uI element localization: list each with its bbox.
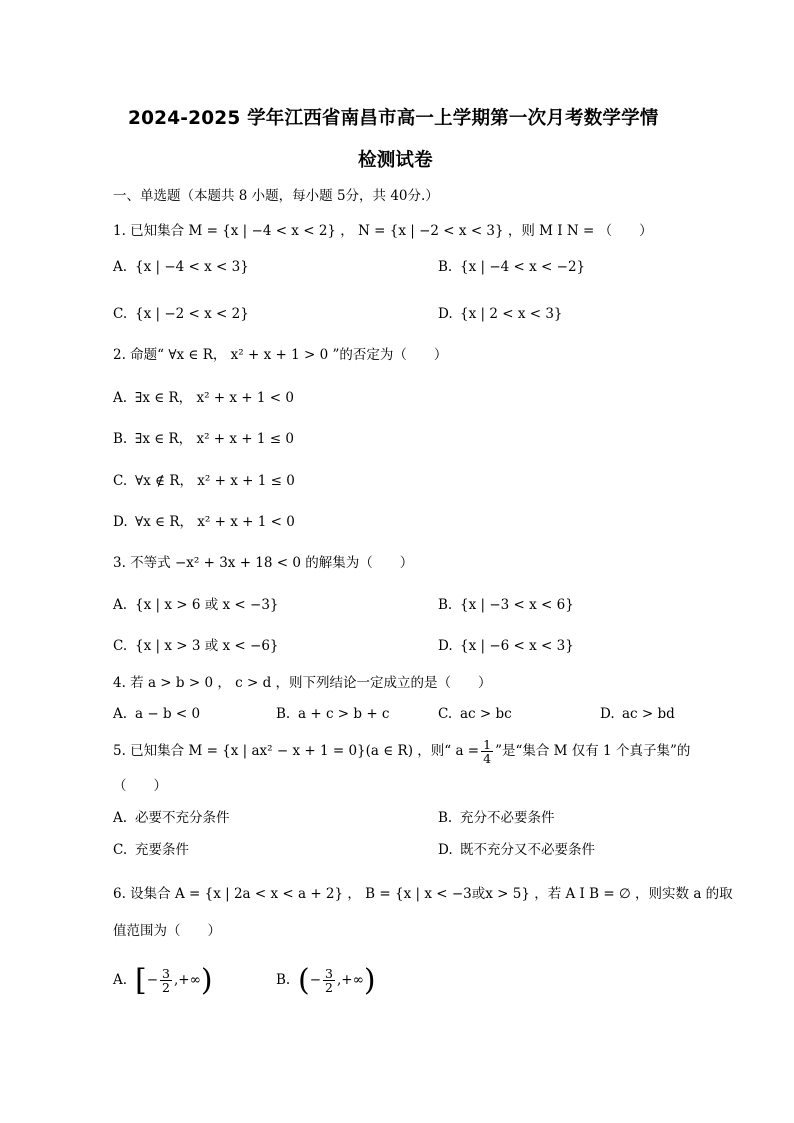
option-label: A.: [113, 259, 128, 275]
option-text: a + c > b + c: [298, 706, 390, 722]
question-1-option-b: [438, 258, 585, 276]
question-6-stem-line2: 值范围为（ ）: [113, 923, 221, 939]
interval-sign: −: [309, 972, 322, 988]
option-text: 必要不充分条件: [135, 810, 230, 826]
section-heading: 一、单选题（本题共 8 小题，每小题 5分，共 40分.）: [113, 188, 439, 204]
option-text: ∀x ∈ R， x² + x + 1 < 0: [135, 514, 295, 530]
question-3-option-a: [113, 596, 279, 614]
option-text: 充要条件: [135, 842, 189, 858]
stem-text: 5. 已知集合 M = {x | ax² − x + 1 = 0}(a ∈ R) ，则“ a =: [113, 743, 480, 759]
question-6-option-b: [276, 961, 376, 999]
option-text: {x | x > 6 或 x < −3}: [135, 597, 279, 613]
question-1-option-d: [438, 305, 563, 323]
option-text: 充分不必要条件: [460, 810, 555, 826]
question-5-stem: [113, 734, 690, 768]
interval-left-bracket: [: [135, 962, 147, 998]
interval-left-bracket: (: [298, 962, 310, 998]
fraction-numerator: 1: [483, 737, 492, 752]
option-text: ac > bc: [460, 706, 512, 722]
fraction-denominator: 2: [162, 980, 170, 995]
option-label: C.: [113, 842, 128, 858]
option-label: B.: [438, 810, 453, 826]
question-2-stem: 2. 命题“ ∀x ∈ R， x² + x + 1 > 0 ”的否定为（ ）: [113, 347, 448, 363]
interval-tail: ,+∞: [173, 972, 201, 988]
option-label: A.: [113, 706, 128, 722]
option-label: A.: [113, 390, 128, 406]
option-label: C.: [113, 306, 128, 322]
question-4-option-a: [113, 705, 200, 723]
question-4-option-c: [438, 705, 512, 723]
option-label: B.: [438, 259, 453, 275]
option-label: B.: [276, 972, 291, 988]
fraction: [323, 967, 335, 994]
question-2-option-a: [113, 389, 294, 407]
fraction-denominator: 4: [483, 751, 492, 766]
question-3-option-b: [438, 596, 574, 614]
option-label: C.: [113, 638, 128, 654]
question-1-stem: 1. 已知集合 M = {x | −4 < x < 2} ， N = {x | −2 < x < 3} ，则 M Ⅰ N = （ ）: [113, 223, 653, 239]
question-2-option-b: [113, 430, 294, 448]
stem-text: ”是“集合 M 仅有 1 个真子集”的: [495, 743, 691, 759]
option-text: 既不充分又不必要条件: [460, 842, 595, 858]
question-3-option-c: [113, 637, 279, 655]
question-3-option-d: [438, 637, 574, 655]
interval-right-bracket: ): [200, 962, 213, 998]
fraction: [481, 738, 493, 765]
option-label: D.: [113, 514, 128, 530]
option-label: A.: [113, 810, 128, 826]
question-5-option-d: [438, 841, 595, 859]
option-text: {x | −2 < x < 2}: [135, 306, 249, 322]
question-2-option-c: [113, 472, 295, 490]
option-text: {x | x > 3 或 x < −6}: [135, 638, 279, 654]
interval-sign: −: [146, 972, 159, 988]
option-label: B.: [276, 706, 291, 722]
question-6-option-a: [113, 961, 213, 999]
exam-title-line1: 2024-2025 学年江西省南昌市高一上学期第一次月考数学学情: [128, 108, 659, 129]
option-label: B.: [438, 597, 453, 613]
question-6-stem: 6. 设集合 A = {x | 2a < x < a + 2} ， B = {x | x < −3或x > 5} ，若 A Ⅰ B = ∅ ，则实数 a 的取: [113, 886, 733, 902]
fraction: [160, 967, 172, 994]
question-5-stem-line2: （ ）: [113, 778, 167, 794]
option-text: {x | 2 < x < 3}: [460, 306, 563, 322]
fraction-denominator: 2: [325, 980, 333, 995]
option-label: C.: [438, 706, 453, 722]
question-5-option-a: [113, 809, 230, 827]
question-3-stem: 3. 不等式 −x² + 3x + 18 < 0 的解集为（ ）: [113, 555, 414, 571]
question-1-option-c: [113, 305, 249, 323]
interval-tail: ,+∞: [336, 972, 364, 988]
question-5-option-c: [113, 841, 189, 859]
option-text: {x | −4 < x < −2}: [460, 259, 586, 275]
question-1-option-a: [113, 258, 249, 276]
interval-right-bracket: ): [363, 962, 376, 998]
question-4-option-d: [600, 705, 675, 723]
option-label: D.: [438, 842, 453, 858]
fraction-numerator: 3: [325, 966, 333, 981]
option-text: ∀x ∉ R， x² + x + 1 ≤ 0: [135, 473, 295, 489]
option-label: C.: [113, 473, 128, 489]
option-label: D.: [438, 306, 453, 322]
option-text: ∃x ∈ R， x² + x + 1 < 0: [135, 390, 294, 406]
option-text: ∃x ∈ R， x² + x + 1 ≤ 0: [135, 431, 294, 447]
option-label: D.: [438, 638, 453, 654]
question-4-option-b: [276, 705, 390, 723]
option-label: A.: [113, 597, 128, 613]
question-5-option-b: [438, 809, 555, 827]
option-label: B.: [113, 431, 128, 447]
option-label: A.: [113, 972, 128, 988]
option-text: {x | −3 < x < 6}: [460, 597, 574, 613]
option-text: {x | −6 < x < 3}: [460, 638, 574, 654]
exam-title-line2: 检测试卷: [358, 150, 433, 171]
option-text: ac > bd: [622, 706, 675, 722]
option-text: a − b < 0: [135, 706, 201, 722]
option-label: D.: [600, 706, 615, 722]
question-2-option-d: [113, 513, 295, 531]
question-4-stem: 4. 若 a > b > 0 ， c > d ，则下列结论一定成立的是（ ）: [113, 675, 492, 691]
option-text: {x | −4 < x < 3}: [135, 259, 249, 275]
fraction-numerator: 3: [162, 966, 170, 981]
